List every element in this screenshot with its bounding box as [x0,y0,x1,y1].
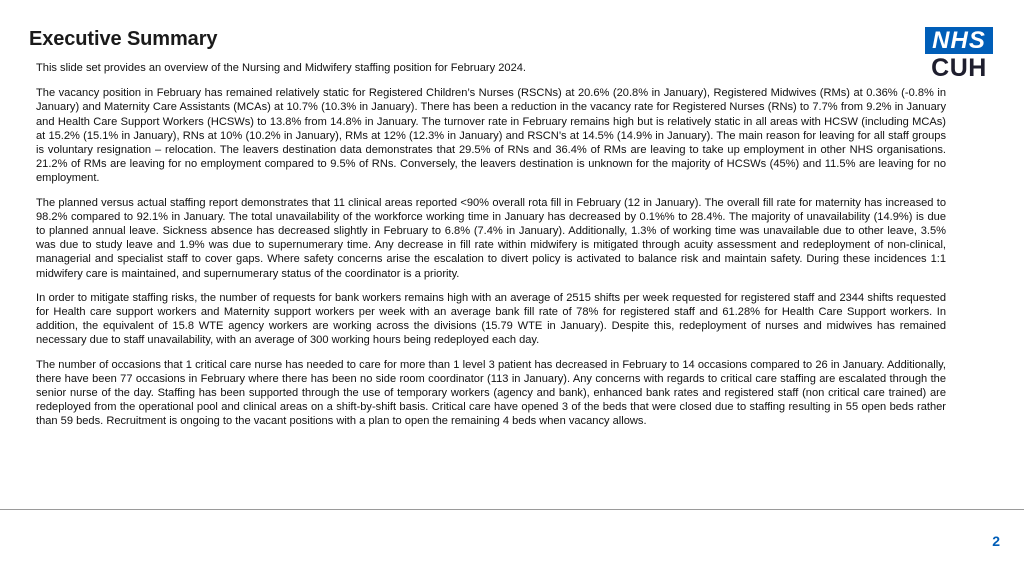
summary-body [36,61,946,439]
footer-divider [0,509,1024,510]
bank-agency-paragraph: In order to mitigate staffing risks, the number of requests for bank workers remains high with an average of 2515 shifts per week requested for registered staff and 2344 shifts requested for Health care support workers and Maternity support workers per week with an average bank fill rate of 78% for registered staff and 61.28% for Health Care Support workers. In addition, the equivalent of 15.8 WTE agency workers are working across the divisions (15.79 WTE in January). Despite this, redeployment of nurses and midwives has remained necessary due to staff unavailability, with an average of 300 working hours being redeployed each day. [36,291,946,347]
intro-paragraph: This slide set provides an overview of the Nursing and Midwifery staffing position for February 2024. [36,62,527,74]
nhs-logo-mark: NHS [925,27,993,54]
vacancy-paragraph: The vacancy position in February has remained relatively static for Registered Children’s Nurses (RSCNs) at 20.6% (20.8% in January), Registered Midwives (RMs) at 0.36% (-0.8% in January) and Maternity Care Assistants (MCAs) at 10.7% (10.3% in January). There has been a reduction in the vacancy rate for Registered Nurses (RNs) to 7.7% from 9.2% in January and Health Care Support Workers (HCSWs) to 13.8% from 14.8% in January. The turnover rate in February remains high but is relatively static in all areas with HCSW (including MCAs) at 15.2% (15.1% in January), RNs at 10% (10.2% in January), RMs at 12% (12.3% in January) and RSCN’s at 14.5% (14.9% in January). The main reason for leaving for all staff groups is voluntary resignation – relocation. The leavers destination data demonstrates that 29.5% of RNs and 36.4% of RMs are leaving to take up employment in other NHS organisations. 21.2% of RMs are leaving for no employment compared to 9.5% of RNs. Conversely, the leavers destination is unknown for the majority of HCSWs (45%) and 11.5% are leaving for no employment. [36,87,946,185]
page-title: Executive Summary [29,28,218,50]
staffing-fill-paragraph: The planned versus actual staffing report demonstrates that 11 clinical areas reported <90% overall rota fill in February (12 in January). The overall fill rate for maternity has increased to 98.2% compared to 92.1% in January. The total unavailability of the workforce working time in January has decreased by 0.1%% to 28.4%. The majority of unavailability (14.9%) is due to planned annual leave. Sickness absence has decreased slightly in February to 6.8% (7.4% in January). Additionally, 1.3% of working time was unavailable due to other leave, 3.5% was due to study leave and 1.9% was due to supernumerary time. Any decrease in fill rate within midwifery is mitigated through acuity assessment and redeployment of non-clinical, managerial and specialist staff to cover gaps. Where safety concerns arise the escalation to divert policy is activated to balance risk and maintain safety. During these incidences 1:1 midwifery care is maintained, and supernumerary status of the coordinator is a priority. [36,196,946,280]
page-number: 2 [992,533,1000,549]
cuh-logo-text: CUH [931,54,987,82]
critical-care-paragraph: The number of occasions that 1 critical care nurse has needed to care for more than 1 level 3 patient has decreased in February to 14 occasions compared to 26 in January. Additionally, there have been 77 occasions in February where there has been no side room coordinator (113 in January). Any concerns with regards to critical care staffing are escalated through the senior nurse of the day. Staffing has been supported through the use of temporary workers (agency and bank), enhanced bank rates and registered staff (non critical care trained) are redeployed from the operational pool and clinical areas on a shift-by-shift basis. Critical care have opened 3 of the beds that were closed due to staffing resulting in 55 open beds rather than 59 beds. Recruitment is ongoing to the vacant positions with a plan to open the remaining 4 beds when vacancy allows. [36,358,946,428]
